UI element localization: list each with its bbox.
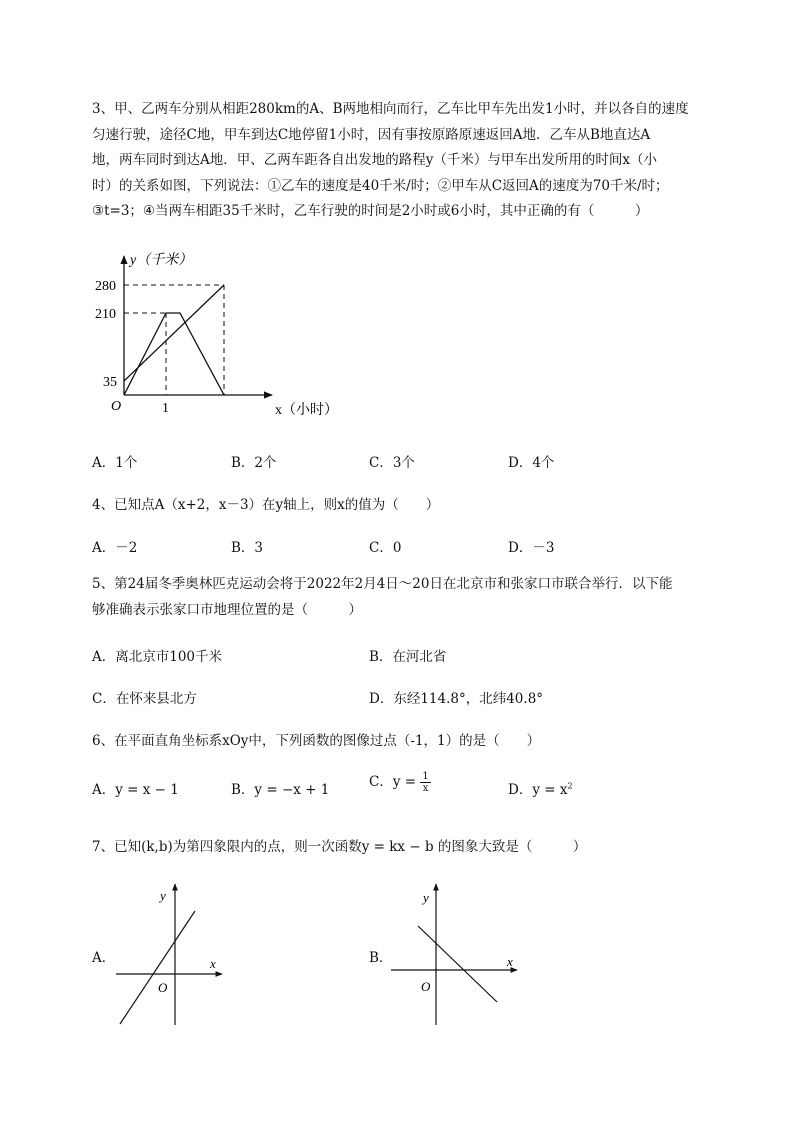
q4-option-c[interactable]: C．0 bbox=[369, 540, 402, 556]
x-tick-1: 1 bbox=[162, 401, 169, 416]
q7-option-a[interactable]: A． bbox=[92, 950, 116, 966]
q4-option-b[interactable]: B．3 bbox=[231, 540, 264, 556]
question-4-text: 4、已知点A（x+2，x－3）在y轴上，则x的值为（ ） bbox=[92, 497, 440, 513]
q6-option-d[interactable] bbox=[508, 778, 573, 798]
y-tick-35: 35 bbox=[103, 375, 117, 390]
origin-label: O bbox=[421, 979, 431, 994]
question-5-text bbox=[92, 572, 742, 623]
q7-option-b-graph[interactable] bbox=[385, 880, 525, 1030]
q3-option-c[interactable]: C．3个 bbox=[369, 455, 415, 471]
q3-option-a[interactable]: A．1个 bbox=[92, 455, 138, 471]
q3-line-3: 地，两车同时到达A地．甲、乙两车距各自出发地的路程y（千米）与甲车出发所用的时间x（小 bbox=[92, 152, 657, 168]
q6-option-c-prefix: C．y = bbox=[369, 774, 417, 790]
question-7-text: 7、已知(k,b)为第四象限内的点，则一次函数y = kx − b 的图象大致是（ ） bbox=[92, 839, 587, 855]
q7-option-a-graph[interactable] bbox=[110, 880, 230, 1030]
q5-option-d[interactable]: D．东经114.8°，北纬40.8° bbox=[369, 691, 544, 707]
x-axis-label: x（小时） bbox=[275, 403, 338, 418]
y-axis-label: y（千米） bbox=[130, 253, 193, 268]
q6-option-a[interactable]: A．y = x − 1 bbox=[92, 782, 179, 798]
q5-option-c[interactable]: C．在怀来县北方 bbox=[92, 691, 197, 707]
y-label: y bbox=[423, 890, 429, 905]
q3-line-4: 时）的关系如图，下列说法：①乙车的速度是40千米/时；②甲车从C返回A的速度为70千米/时； bbox=[92, 177, 669, 194]
q6-option-c-fraction bbox=[420, 771, 430, 794]
y-tick-210: 210 bbox=[95, 307, 116, 322]
q6-option-c[interactable] bbox=[369, 770, 431, 794]
q5-option-a[interactable]: A．离北京市100千米 bbox=[92, 649, 223, 665]
function-line bbox=[120, 911, 195, 1024]
y-tick-280: 280 bbox=[95, 279, 116, 294]
q5-option-b[interactable]: B．在河北省 bbox=[369, 649, 447, 665]
x-label: x bbox=[210, 956, 216, 971]
q3-distance-time-graph bbox=[90, 248, 370, 428]
car-a-line bbox=[124, 313, 224, 395]
question-3-text bbox=[92, 97, 742, 225]
q7-option-b[interactable]: B． bbox=[369, 950, 393, 966]
q3-option-b[interactable]: B．2个 bbox=[231, 455, 277, 471]
q3-line-1: 3、甲、乙两车分别从相距280km的A、B两地相向而行，乙车比甲车先出发1小时，并以各自的速度 bbox=[92, 101, 689, 117]
q6-option-d-prefix: D．y = x bbox=[508, 782, 568, 798]
q6-option-d-exponent: 2 bbox=[567, 781, 573, 791]
q4-option-d[interactable]: D．－3 bbox=[508, 540, 555, 556]
q5-line-1: 5、第24届冬季奥林匹克运动会将于2022年2月4日～20日在北京市和张家口市联合举行．以下能 bbox=[92, 576, 673, 592]
q4-option-a[interactable]: A．－2 bbox=[92, 540, 138, 556]
origin-label: O bbox=[158, 980, 168, 995]
q3-line-2: 匀速行驶，途径C地，甲车到达C地停留1小时，因有事按原路原速返回A地．乙车从B地直达A bbox=[92, 126, 651, 143]
fraction-numerator: 1 bbox=[422, 771, 429, 782]
x-label: x bbox=[507, 954, 513, 969]
q3-line-5: ③t=3；④当两车相距35千米时，乙车行驶的时间是2小时或6小时，其中正确的有（ ） bbox=[92, 203, 649, 219]
question-6-text: 6、在平面直角坐标系xOy中，下列函数的图像过点（-1，1）的是（ ） bbox=[92, 733, 541, 749]
q5-line-2: 够准确表示张家口市地理位置的是（ ） bbox=[92, 601, 362, 618]
origin-label: O bbox=[111, 399, 122, 414]
q6-option-b[interactable]: B．y = −x + 1 bbox=[231, 782, 330, 798]
q3-option-d[interactable]: D．4个 bbox=[508, 455, 555, 471]
y-label: y bbox=[160, 888, 166, 903]
fraction-denominator: x bbox=[422, 783, 429, 794]
